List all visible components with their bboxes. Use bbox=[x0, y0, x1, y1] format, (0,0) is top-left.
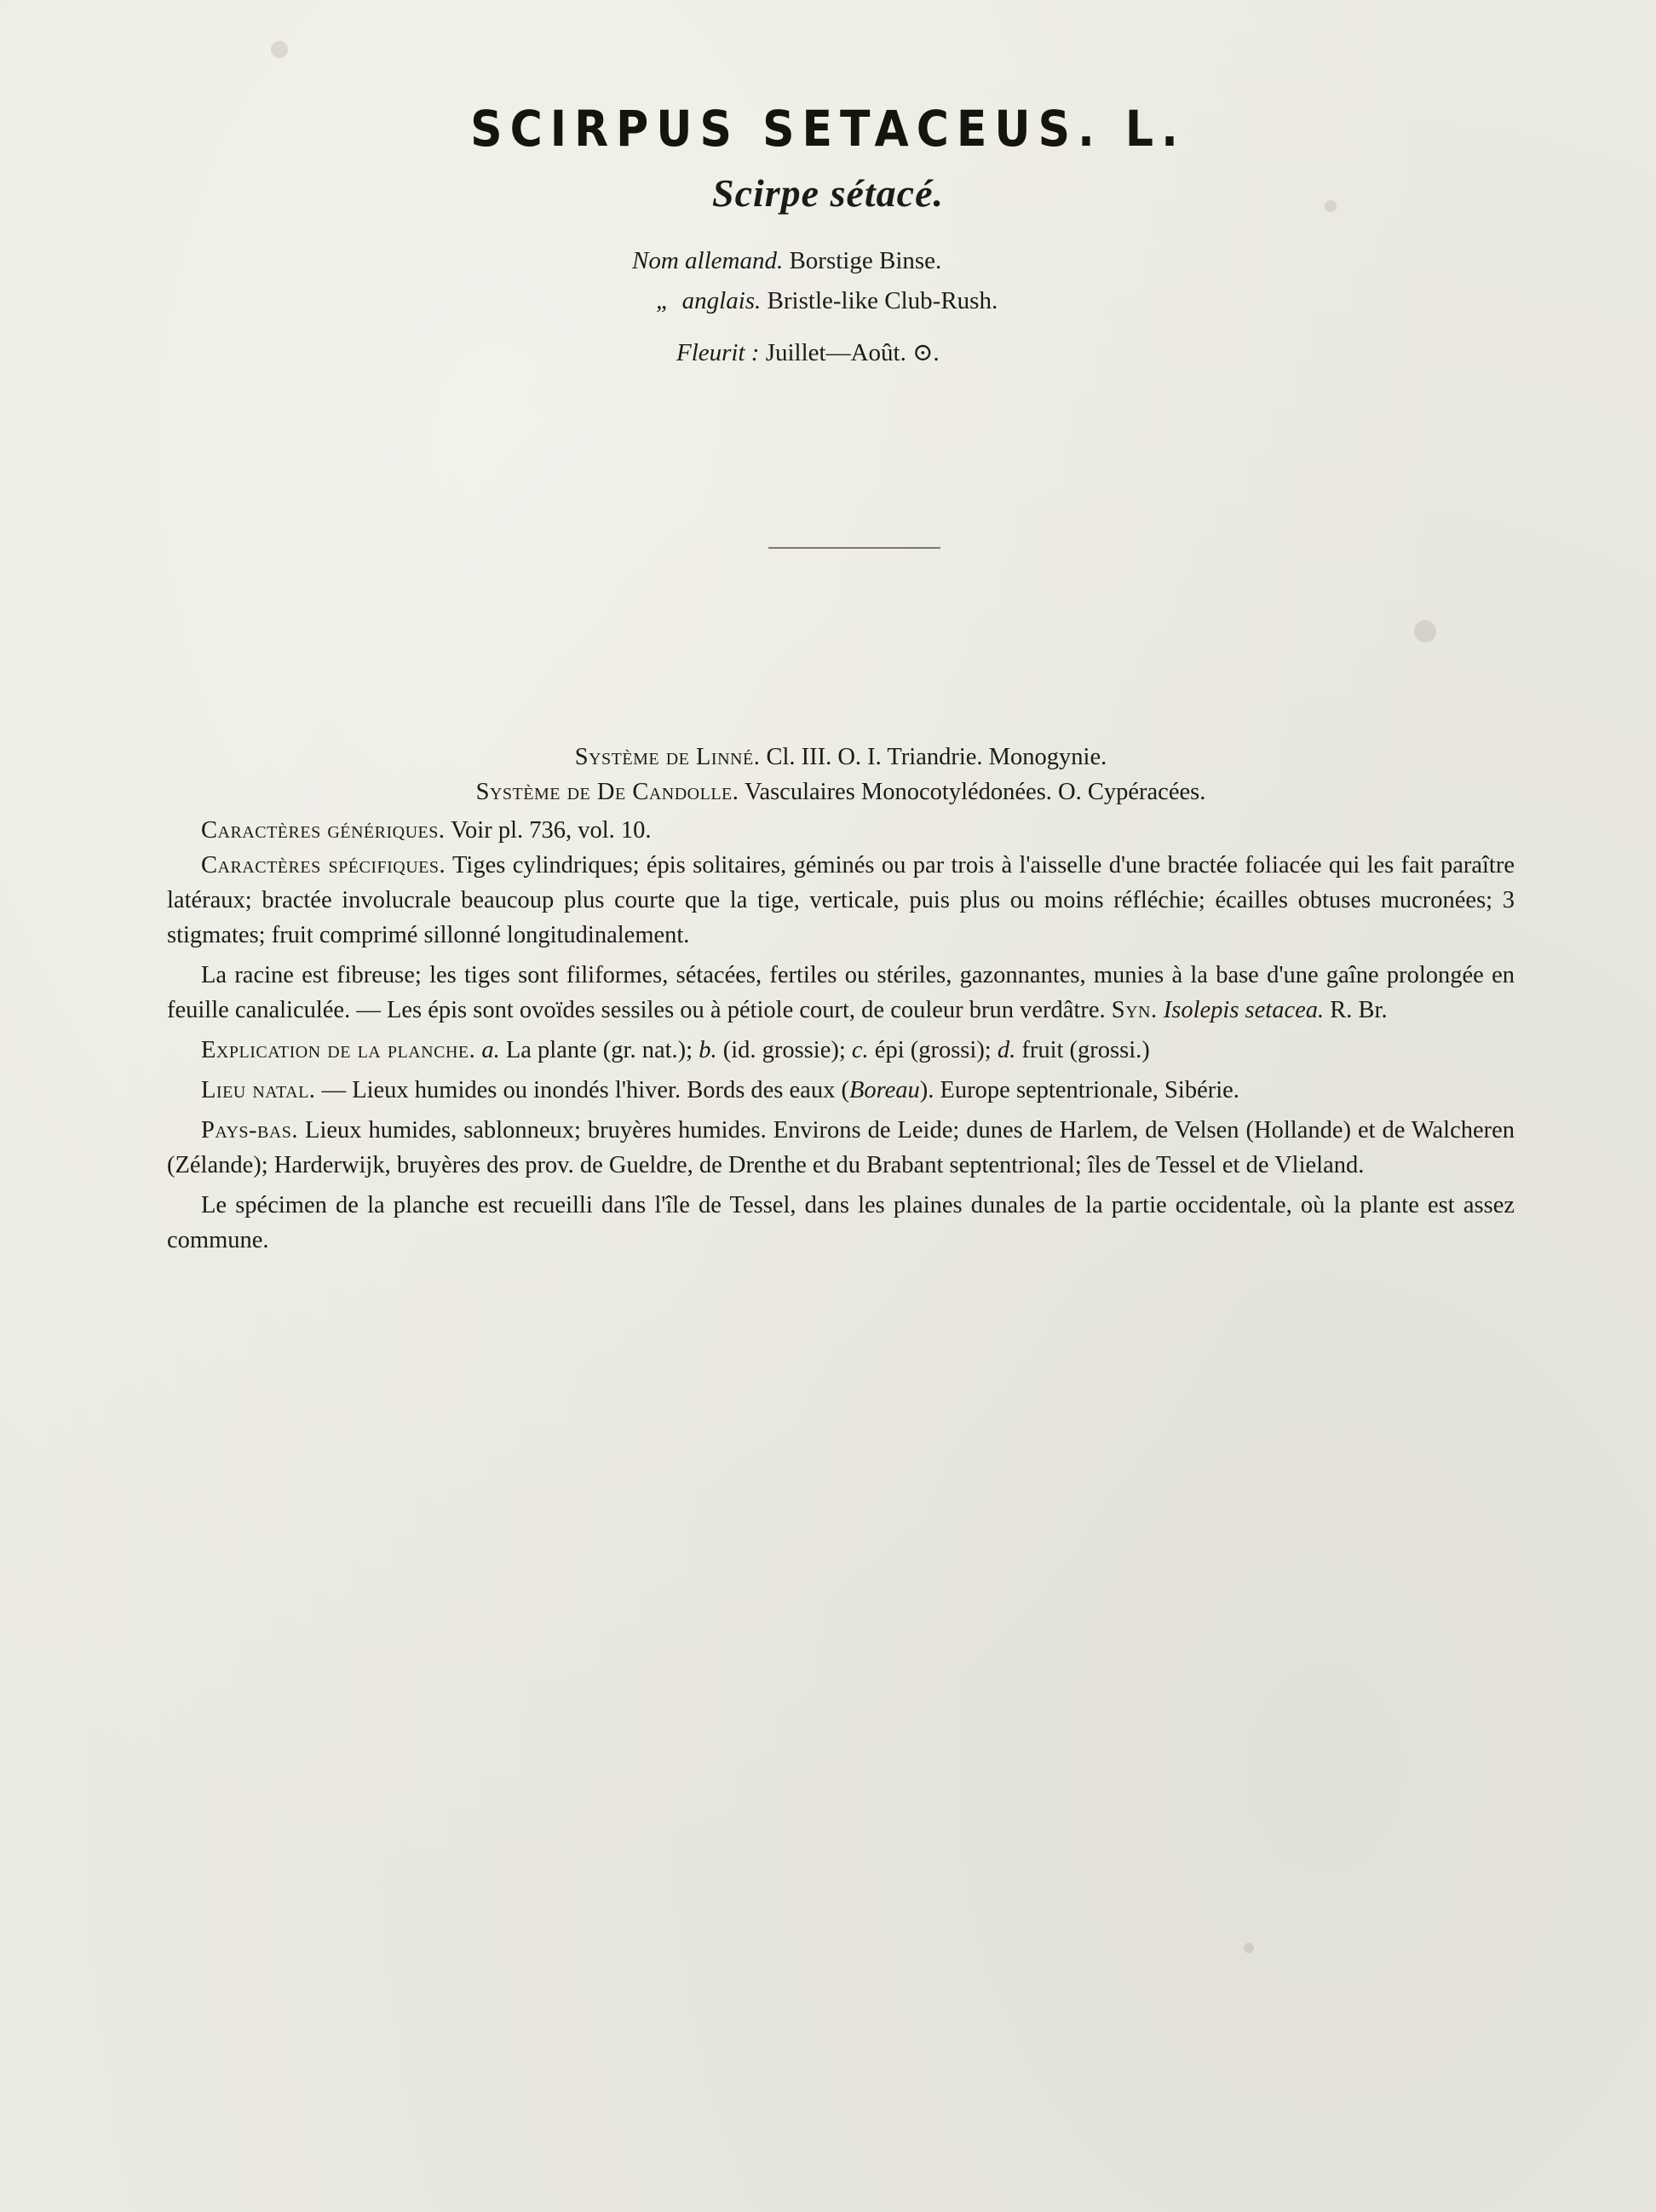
section-divider bbox=[768, 547, 940, 549]
description-paragraph bbox=[167, 958, 1515, 1028]
specific-characters bbox=[167, 848, 1515, 953]
candolle-value: Vasculaires Monocotylédonées. O. Cypéracées. bbox=[745, 779, 1206, 805]
paper-stain bbox=[271, 41, 288, 58]
page-subtitle: Scirpe sétacé. bbox=[711, 171, 945, 215]
flowering-label: Fleurit : bbox=[676, 339, 760, 366]
syn-author: R. Br. bbox=[1330, 997, 1388, 1023]
habitat-label: Lieu natal. bbox=[201, 1077, 316, 1103]
specific-label: Caractères spécifiques. bbox=[201, 852, 446, 878]
german-name-value: Borstige Binse. bbox=[789, 247, 942, 274]
specimen-text: Le spécimen de la planche est recueilli dans l'île de Tessel, dans les plaines dunales de la partie occidentale, où la plante est assez commune. bbox=[167, 1192, 1515, 1253]
habitat-paragraph bbox=[167, 1073, 1515, 1108]
generic-value: Voir pl. 736, vol. 10. bbox=[451, 817, 652, 844]
plate-a-text: La plante (gr. nat.); bbox=[505, 1037, 693, 1063]
paper-stain bbox=[1414, 620, 1436, 642]
linne-label: Système de Linné. bbox=[574, 744, 761, 770]
habitat-source: Boreau bbox=[848, 1077, 920, 1103]
plate-b-text: (id. grossie); bbox=[722, 1037, 846, 1063]
plate-explanation bbox=[167, 1033, 1515, 1068]
syn-name: Isolepis setacea. bbox=[1163, 997, 1325, 1023]
page-title: SCIRPUS SETACEUS. L. bbox=[470, 101, 1186, 158]
specific-value: Tiges cylindriques; épis solitaires, géminés ou par trois à l'aisselle d'une bractée foliacée qui les fait paraître latéraux; bractée involucrale beaucoup plus courte que la tige, verticale, puis plus ou moins réfléchie; écailles obtuses mucronées; 3 stigmates; fruit comprimé sillonné longitudinalement. bbox=[167, 852, 1515, 948]
generic-label: Caractères génériques. bbox=[201, 817, 446, 844]
generic-characters bbox=[167, 813, 1515, 848]
flowering-value: Juillet—Août. ⊙. bbox=[765, 339, 940, 366]
plate-c-letter: c. bbox=[851, 1037, 869, 1063]
netherlands-label: Pays-bas. bbox=[201, 1117, 299, 1143]
specimen-paragraph bbox=[167, 1188, 1515, 1258]
plate-b-letter: b. bbox=[699, 1037, 717, 1063]
linne-system bbox=[167, 740, 1515, 775]
plate-c-text: épi (grossi); bbox=[874, 1037, 992, 1063]
paper-stain bbox=[1244, 1943, 1254, 1953]
flowering-row bbox=[676, 337, 940, 367]
plate-d-text: fruit (grossi.) bbox=[1021, 1037, 1150, 1063]
habitat-text-before: — Lieux humides ou inondés l'hiver. Bords des eaux ( bbox=[321, 1077, 849, 1103]
plate-a-letter: a. bbox=[481, 1037, 500, 1063]
linne-value: Cl. III. O. I. Triandrie. Monogynie. bbox=[766, 744, 1107, 770]
candolle-label: Système de De Candolle. bbox=[475, 779, 739, 805]
netherlands-text: Lieux humides, sablonneux; bruyères humides. Environs de Leide; dunes de Harlem, de Velsen (Hollande) et de Walcheren (Zélande); Harderwijk, bruyères des prov. de Gueldre, de Drenthe et du Brabant septentrional; îles de Tessel et de Vlieland. bbox=[167, 1117, 1515, 1178]
candolle-system bbox=[167, 775, 1515, 809]
netherlands-paragraph bbox=[167, 1113, 1515, 1183]
habitat-text-after: ). Europe septentrionale, Sibérie. bbox=[919, 1077, 1239, 1103]
german-name-row bbox=[632, 247, 941, 275]
german-name-label: Nom allemand. bbox=[632, 247, 784, 274]
description-body bbox=[167, 740, 1515, 1263]
syn-label: Syn. bbox=[1111, 997, 1158, 1023]
english-name-row bbox=[656, 287, 998, 315]
description-text: La racine est fibreuse; les tiges sont filiformes, sétacées, fertiles ou stériles, gazonnantes, munies à la base d'une gaîne prolongée en feuille canaliculée. — Les épis sont ovoïdes sessiles ou à pétiole court, de couleur brun verdâtre. bbox=[167, 962, 1515, 1023]
english-name-value: Bristle-like Club-Rush. bbox=[767, 287, 998, 314]
plate-label: Explication de la planche. bbox=[201, 1037, 476, 1063]
english-name-label: anglais. bbox=[681, 287, 762, 314]
plate-d-letter: d. bbox=[997, 1037, 1016, 1063]
english-ditto-mark: „ bbox=[656, 287, 670, 314]
